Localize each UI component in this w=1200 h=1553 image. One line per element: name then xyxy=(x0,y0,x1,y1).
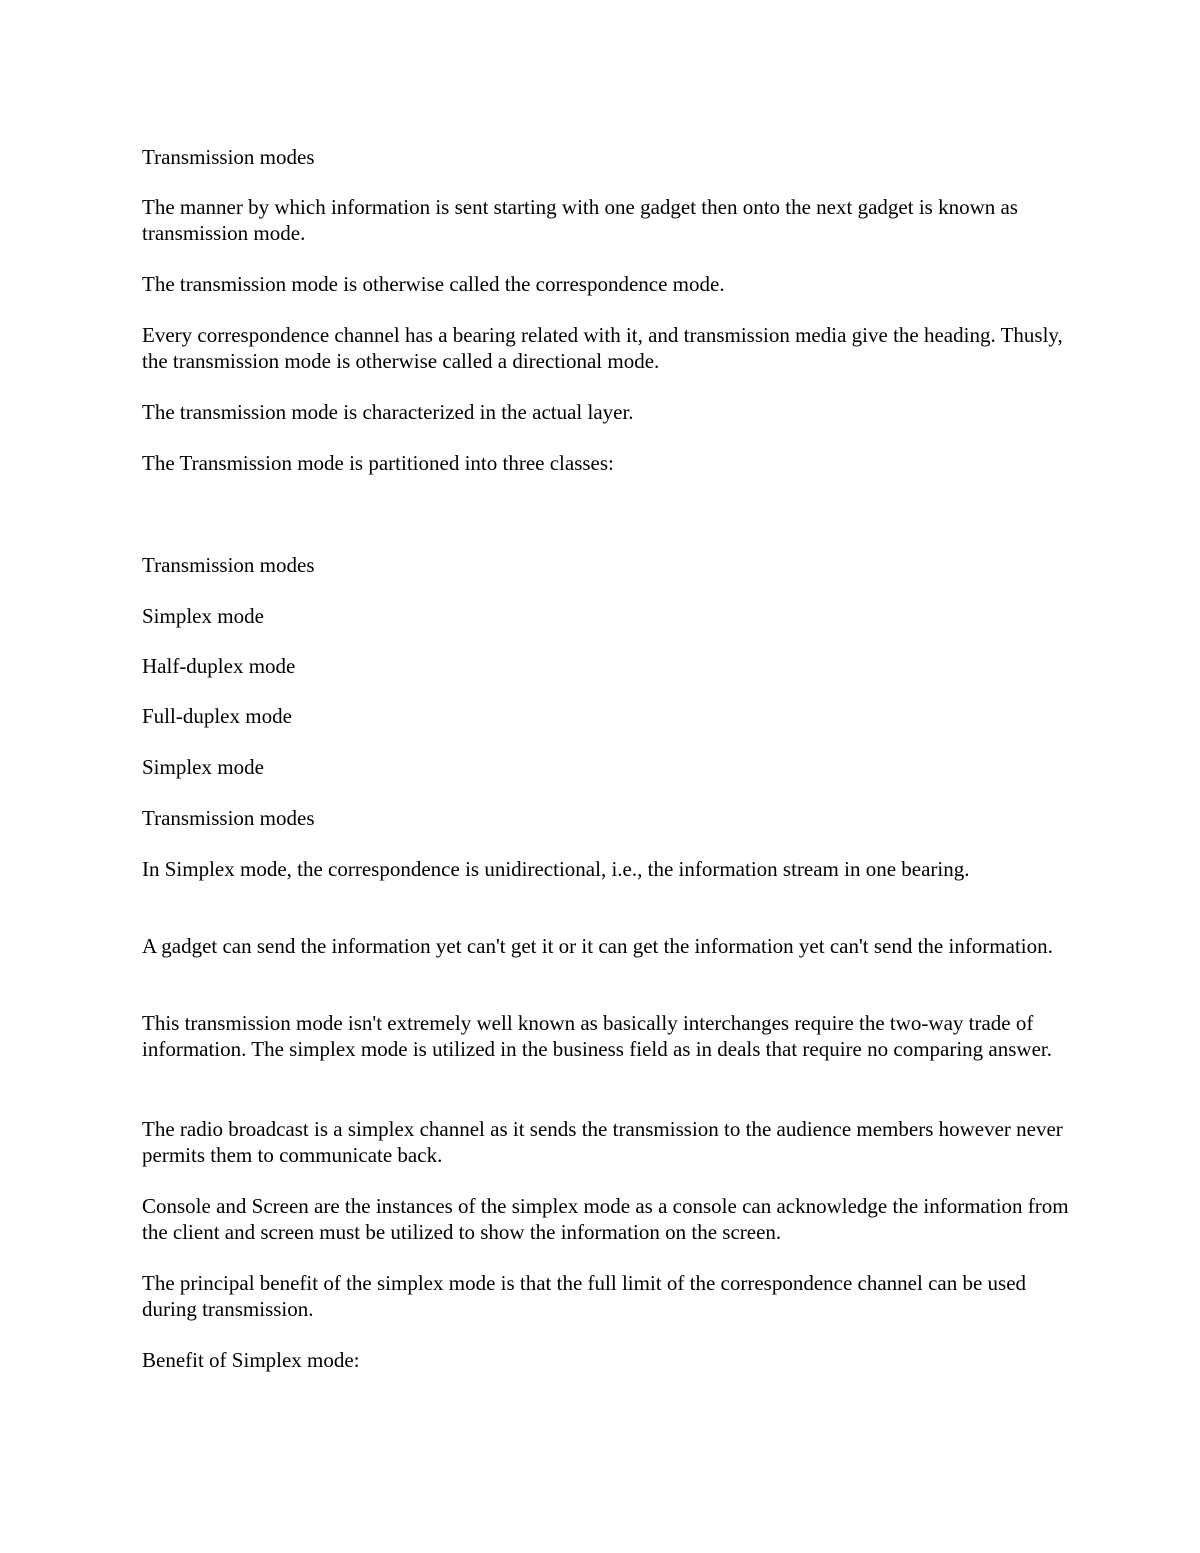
paragraph: Simplex mode xyxy=(142,755,264,779)
paragraph: Console and Screen are the instances of the simplex mode as a console can acknowledge the information from the client and screen must be utilized to show the information on the screen. xyxy=(142,1194,1069,1244)
paragraph: Full-duplex mode xyxy=(142,704,292,728)
paragraph: Transmission modes xyxy=(142,553,315,577)
paragraph: The principal benefit of the simplex mode is that the full limit of the correspondence channel can be used during transmission. xyxy=(142,1271,1027,1321)
paragraph: The Transmission mode is partitioned into three classes: xyxy=(142,451,614,475)
paragraph: In Simplex mode, the correspondence is unidirectional, i.e., the information stream in one bearing. xyxy=(142,857,970,881)
paragraph: The transmission mode is characterized in the actual layer. xyxy=(142,400,634,424)
paragraph: Half-duplex mode xyxy=(142,654,296,678)
paragraph: Every correspondence channel has a bearing related with it, and transmission media give the heading. Thusly, the transmission mode is otherwise called a directional mode. xyxy=(142,323,1063,373)
paragraph: A gadget can send the information yet can't get it or it can get the information yet can't send the information. xyxy=(142,934,1053,958)
paragraph: The manner by which information is sent starting with one gadget then onto the next gadget is known as transmission mode. xyxy=(142,195,1018,245)
paragraph: The transmission mode is otherwise called the correspondence mode. xyxy=(142,272,725,296)
paragraph: This transmission mode isn't extremely well known as basically interchanges require the two-way trade of information. The simplex mode is utilized in the business field as in deals that require no comparing answer. xyxy=(142,1011,1052,1061)
paragraph-heading: Transmission modes xyxy=(142,145,315,169)
paragraph: Simplex mode xyxy=(142,604,264,628)
paragraph: Benefit of Simplex mode: xyxy=(142,1348,360,1372)
paragraph: The radio broadcast is a simplex channel as it sends the transmission to the audience members however never permits them to communicate back. xyxy=(142,1117,1063,1167)
paragraph: Transmission modes xyxy=(142,806,315,830)
